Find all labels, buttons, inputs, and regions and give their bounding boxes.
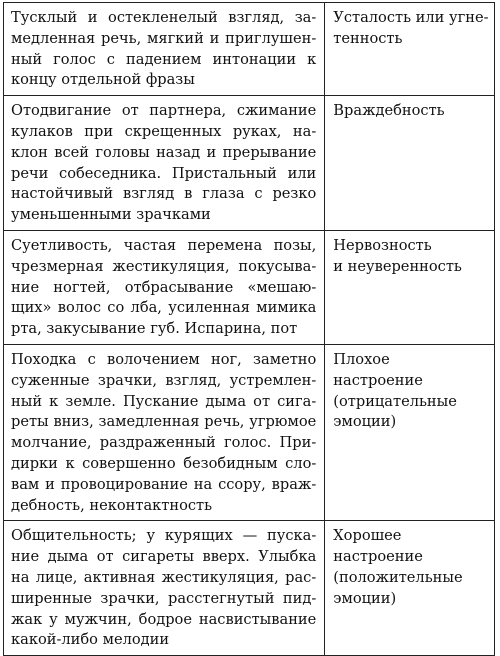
table-row bbox=[4, 521, 495, 656]
text-line: кулаков при скрещенных руках, на- bbox=[11, 122, 317, 140]
text-line: дирки к совершенно безобидным сло- bbox=[11, 454, 317, 472]
text-line: Хорошее bbox=[333, 527, 402, 545]
text-line: Общительность; у курящих — пуска- bbox=[11, 527, 317, 545]
text-line: Враждебность bbox=[333, 102, 445, 120]
text-line: Нервозность bbox=[333, 236, 432, 254]
table-row bbox=[4, 344, 495, 520]
text-line: какой-либо мелодии bbox=[11, 631, 170, 649]
meaning-cell bbox=[325, 230, 495, 344]
text-line: жак у мужчин, бодрое насвистывание bbox=[11, 610, 317, 628]
text-line: и неуверенность bbox=[333, 257, 462, 275]
text-line: Походка с волочением ног, заметно bbox=[11, 350, 317, 368]
sign-cell bbox=[4, 230, 325, 344]
text-line: ние дыма от сигареты вверх. Улыбка bbox=[11, 548, 317, 566]
text-line: настроение bbox=[333, 371, 423, 389]
text-line: клон всей головы назад и прерывание bbox=[11, 143, 317, 161]
text-line: медленная речь, мягкий и приглушен- bbox=[11, 29, 317, 47]
text-line: на лице, активная жестикуляция, рас- bbox=[11, 568, 317, 586]
text-line: тенность bbox=[333, 29, 403, 47]
meaning-cell bbox=[325, 344, 495, 520]
text-line: дебность, неконтактность bbox=[11, 496, 213, 514]
signs-table bbox=[3, 2, 495, 656]
text-line: ный голос с падением интонации к bbox=[11, 50, 317, 68]
text-line: эмоции) bbox=[333, 589, 397, 607]
text-line: Усталость или угне- bbox=[333, 9, 489, 26]
text-line: настроение bbox=[333, 548, 423, 566]
text-line: (отрицательные bbox=[333, 392, 457, 410]
text-line: Плохое bbox=[333, 350, 390, 368]
sign-cell bbox=[4, 3, 325, 96]
sign-cell bbox=[4, 344, 325, 520]
sign-cell bbox=[4, 96, 325, 231]
meaning-cell bbox=[325, 521, 495, 656]
text-line: чрезмерная жестикуляция, покусыва- bbox=[11, 257, 317, 275]
text-line: концу отдельной фразы bbox=[11, 71, 195, 89]
text-line: рта, закусывание губ. Испарина, пот bbox=[11, 320, 298, 338]
text-line: молчание, раздраженный голос. При- bbox=[11, 434, 317, 452]
text-line: Тусклый и остекленелый взгляд, за- bbox=[11, 9, 317, 26]
text-line: Суетливость, частая перемена позы, bbox=[11, 236, 317, 254]
table-row bbox=[4, 96, 495, 231]
table-row bbox=[4, 230, 495, 344]
text-line: суженные зрачки, взгляд, устремлен- bbox=[11, 371, 317, 389]
table-row bbox=[4, 3, 495, 96]
text-line: вам и провоцирование на ссору, враж- bbox=[11, 475, 317, 493]
text-line: настойчивый взгляд в глаза с резко bbox=[11, 185, 317, 203]
text-line: Отодвигание от партнера, сжимание bbox=[11, 102, 317, 120]
text-line: ние ногтей, отбрасывание «мешаю- bbox=[11, 278, 317, 296]
text-line: эмоции) bbox=[333, 413, 397, 431]
sign-cell bbox=[4, 521, 325, 656]
text-line: реты вниз, замедленная речь, угрюмое bbox=[11, 413, 317, 431]
text-line: ный к земле. Пускание дыма от сига- bbox=[11, 392, 317, 410]
text-line: уменьшенными зрачками bbox=[11, 206, 211, 224]
text-line: речи собеседника. Пристальный или bbox=[11, 164, 317, 182]
meaning-cell bbox=[325, 3, 495, 96]
text-line: ширенные зрачки, расстегнутый пид- bbox=[11, 589, 317, 607]
meaning-cell bbox=[325, 96, 495, 231]
text-line: щих» волос со лба, усиленная мимика bbox=[11, 299, 317, 317]
text-line: (положительные bbox=[333, 568, 463, 586]
